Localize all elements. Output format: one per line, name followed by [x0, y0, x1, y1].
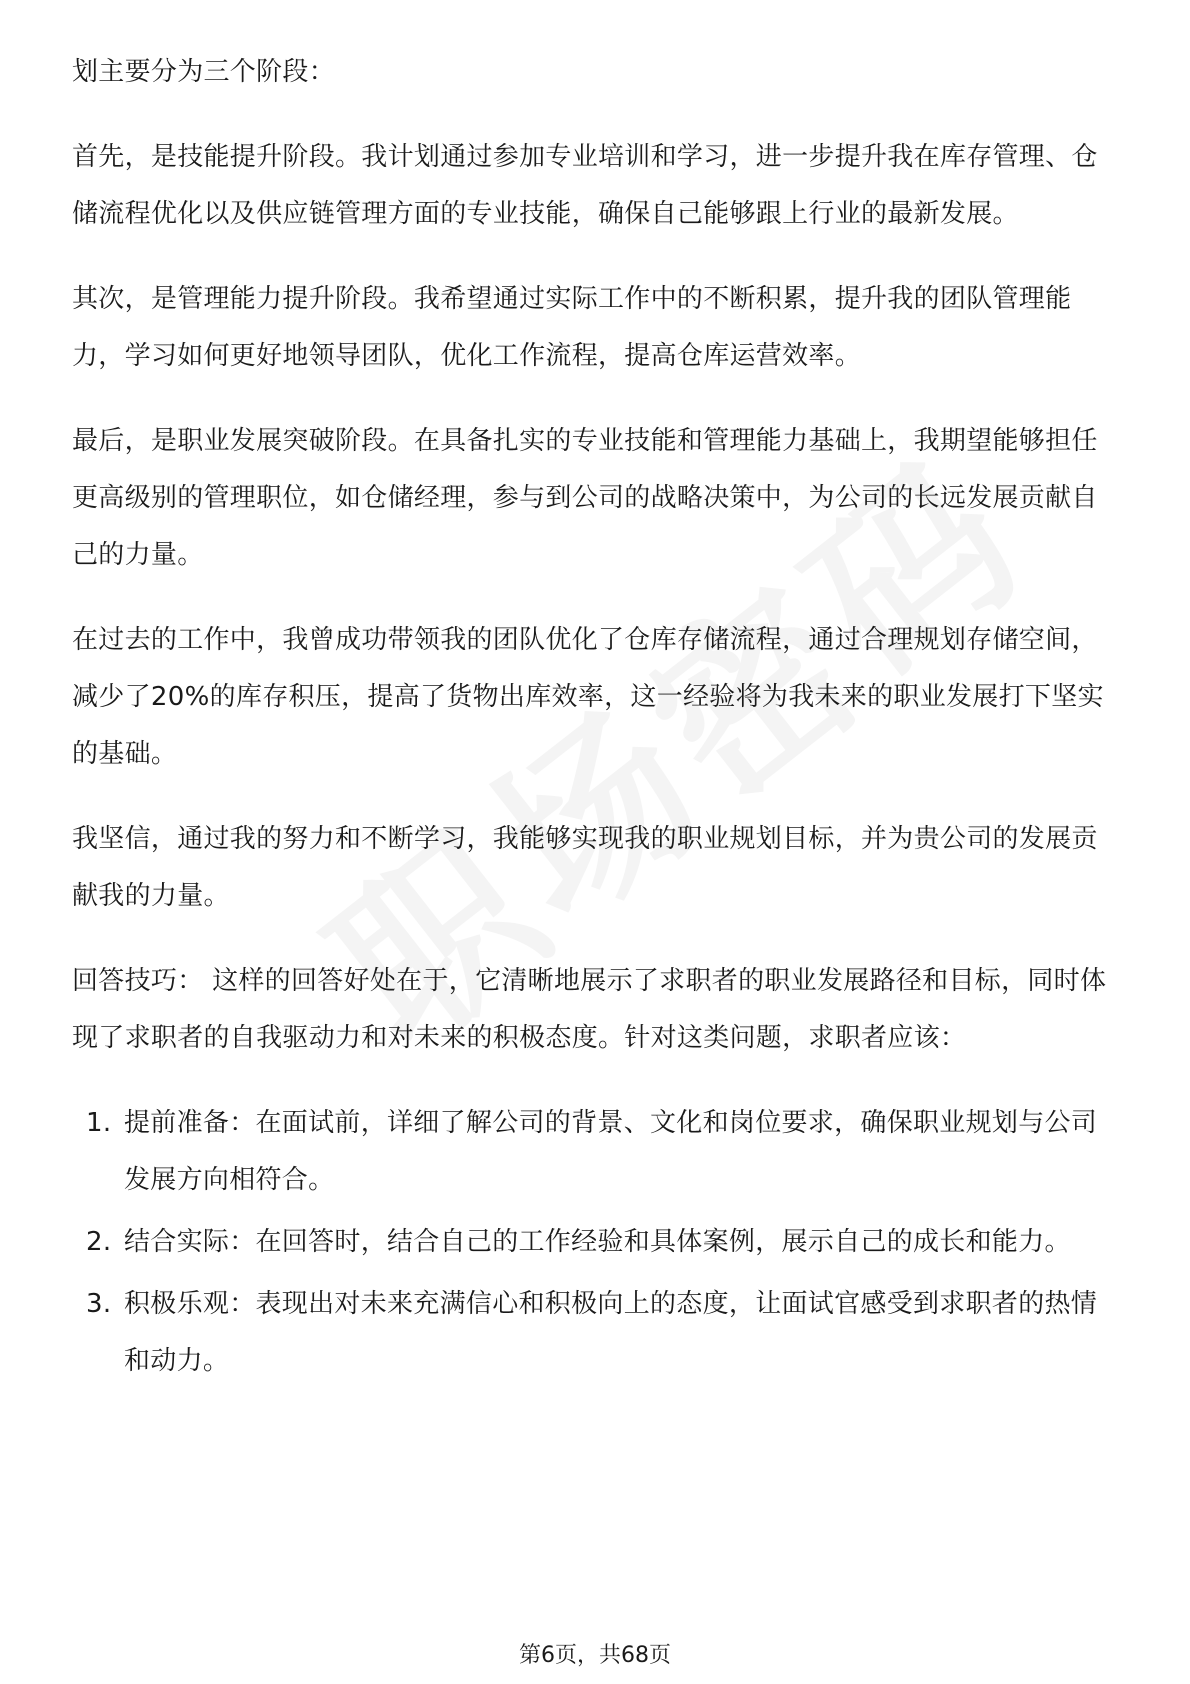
list-item-text: 积极乐观：表现出对未来充满信心和积极向上的态度，让面试官感受到求职者的热情和动力。	[124, 1289, 1098, 1376]
list-item	[72, 1095, 1118, 1209]
list-item-number: 2.	[86, 1227, 112, 1257]
paragraph-intro: 划主要分为三个阶段：	[72, 57, 336, 87]
tips-list	[72, 1095, 1118, 1390]
list-item-text: 提前准备：在面试前，详细了解公司的背景、文化和岗位要求，确保职业规划与公司发展方向相符合。	[124, 1108, 1098, 1195]
list-item	[72, 1214, 1118, 1271]
paragraph-management-stage: 其次，是管理能力提升阶段。我希望通过实际工作中的不断积累，提升我的团队管理能力，学习如何更好地领导团队，优化工作流程，提高仓库运营效率。	[72, 284, 1072, 371]
page-number-footer: 第6页，共68页	[519, 1643, 671, 1668]
list-item-number: 3.	[86, 1289, 112, 1319]
paragraph-conviction: 我坚信，通过我的努力和不断学习，我能够实现我的职业规划目标，并为贵公司的发展贡献我的力量。	[72, 824, 1098, 911]
list-item-number: 1.	[86, 1108, 112, 1138]
paragraph-past-experience: 在过去的工作中，我曾成功带领我的团队优化了仓库存储流程，通过合理规划存储空间，减少了20%的库存积压，提高了货物出库效率，这一经验将为我未来的职业发展打下坚实的基础。	[72, 625, 1104, 769]
paragraph-skill-stage: 首先，是技能提升阶段。我计划通过参加专业培训和学习，进一步提升我在库存管理、仓储流程优化以及供应链管理方面的专业技能，确保自己能够跟上行业的最新发展。	[72, 142, 1098, 229]
paragraph-answer-tips: 回答技巧： 这样的回答好处在于，它清晰地展示了求职者的职业发展路径和目标，同时体现了求职者的自我驱动力和对未来的积极态度。针对这类问题，求职者应该：	[72, 966, 1107, 1053]
list-item	[72, 1276, 1118, 1390]
list-item-text: 结合实际：在回答时，结合自己的工作经验和具体案例，展示自己的成长和能力。	[124, 1227, 1071, 1257]
paragraph-breakthrough-stage: 最后，是职业发展突破阶段。在具备扎实的专业技能和管理能力基础上，我期望能够担任更高级别的管理职位，如仓储经理，参与到公司的战略决策中，为公司的长远发展贡献自己的力量。	[72, 426, 1098, 570]
page-content	[72, 44, 1118, 1395]
